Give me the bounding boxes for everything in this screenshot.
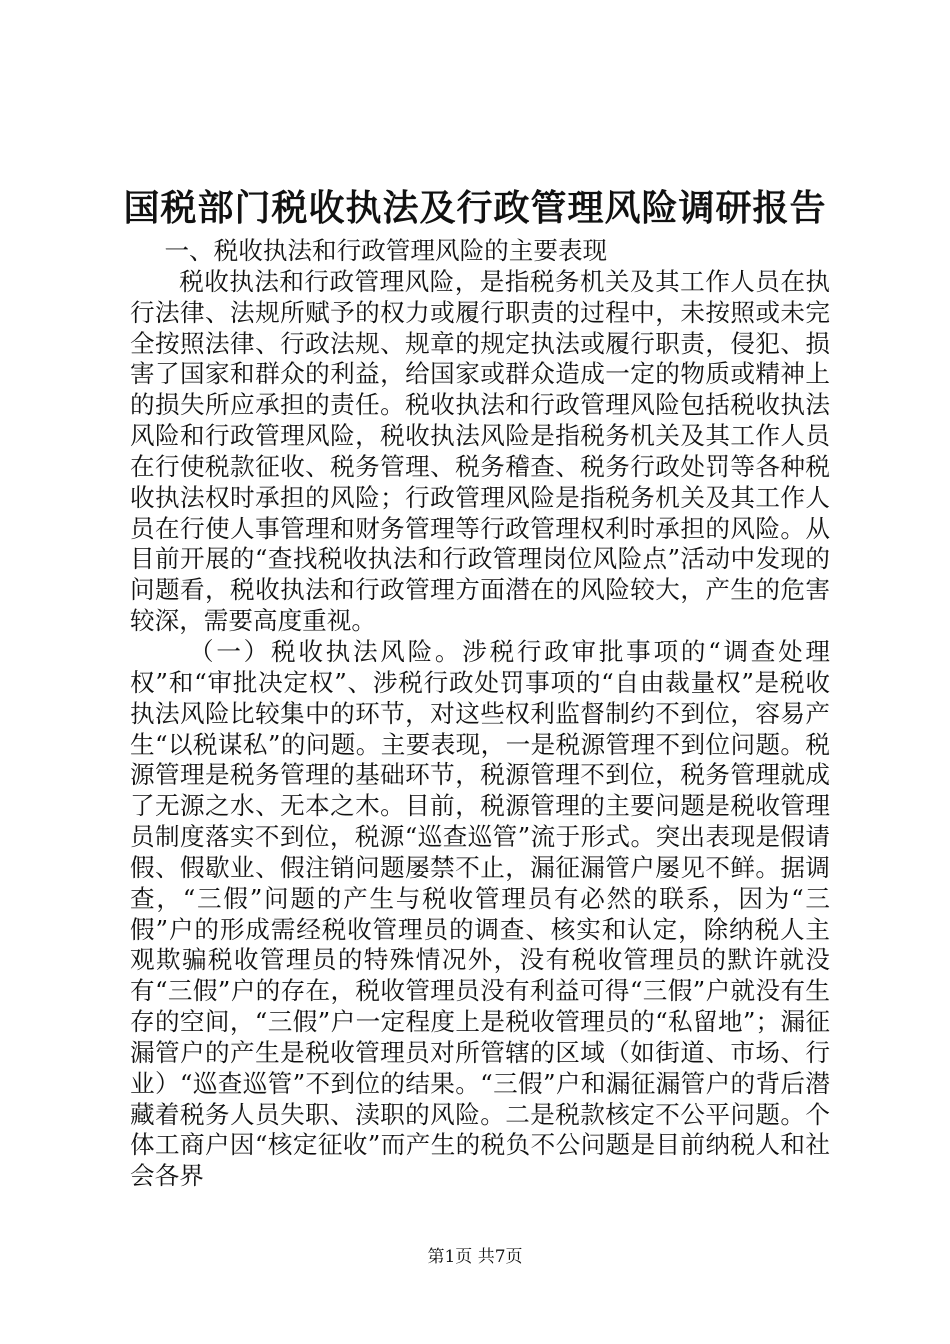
body-paragraph: （一）税收执法风险。涉税行政审批事项的“调查处理权”和“审批决定权”、涉税行政处罚事项的“自由裁量权”是税收执法风险比较集中的环节，对这些权利监督制约不到位，容易产生“以税谋私”的问题。主要表现，一是税源管理不到位问题。税源管理是税务管理的基础环节，税源管理不到位，税务管理就成了无源之水、无本之木。目前，税源管理的主要问题是税收管理员制度落实不到位，税源“巡查巡管”流于形式。突出表现是假请假、假歇业、假注销问题屡禁不止，漏征漏管户屡见不鲜。据调查，“三假”问题的产生与税收管理员有必然的联系，因为“三假”户的形成需经税收管理员的调查、核实和认定，除纳税人主观欺骗税收管理员的特殊情况外，没有税收管理员的默许就没有“三假”户的存在，税收管理员没有利益可得“三假”户就没有生存的空间，“三假”户一定程度上是税收管理员的“私留地”；漏征漏管户的产生是税收管理员对所管辖的区域（如街道、市场、行业）“巡查巡管”不到位的结果。“三假”户和漏征漏管户的背后潜藏着税务人员失职、渎职的风险。二是税款核定不公平问题。个体工商户因“核定征收”而产生的税负不公问题是目前纳税人和社会各界 xyxy=(130,636,830,1191)
document-body xyxy=(130,236,830,1192)
page-footer: 第1页 共7页 xyxy=(427,1247,523,1267)
body-paragraph: 税收执法和行政管理风险，是指税务机关及其工作人员在执行法律、法规所赋予的权力或履行职责的过程中，未按照或未完全按照法律、行政法规、规章的规定执法或履行职责，侵犯、损害了国家和群众的利益，给国家或群众造成一定的物质或精神上的损失所应承担的责任。税收执法和行政管理风险包括税收执法风险和行政管理风险，税收执法风险是指税务机关及其工作人员在行使税款征收、税务管理、税务稽查、税务行政处罚等各种税收执法权时承担的风险；行政管理风险是指税务机关及其工作人员在行使人事管理和财务管理等行政管理权利时承担的风险。从目前开展的“查找税收执法和行政管理岗位风险点”活动中发现的问题看，税收执法和行政管理方面潜在的风险较大，产生的危害较深，需要高度重视。 xyxy=(130,266,830,636)
section-heading: 一、税收执法和行政管理风险的主要表现 xyxy=(164,236,608,265)
document-title: 国税部门税收执法及行政管理风险调研报告 xyxy=(123,187,827,229)
